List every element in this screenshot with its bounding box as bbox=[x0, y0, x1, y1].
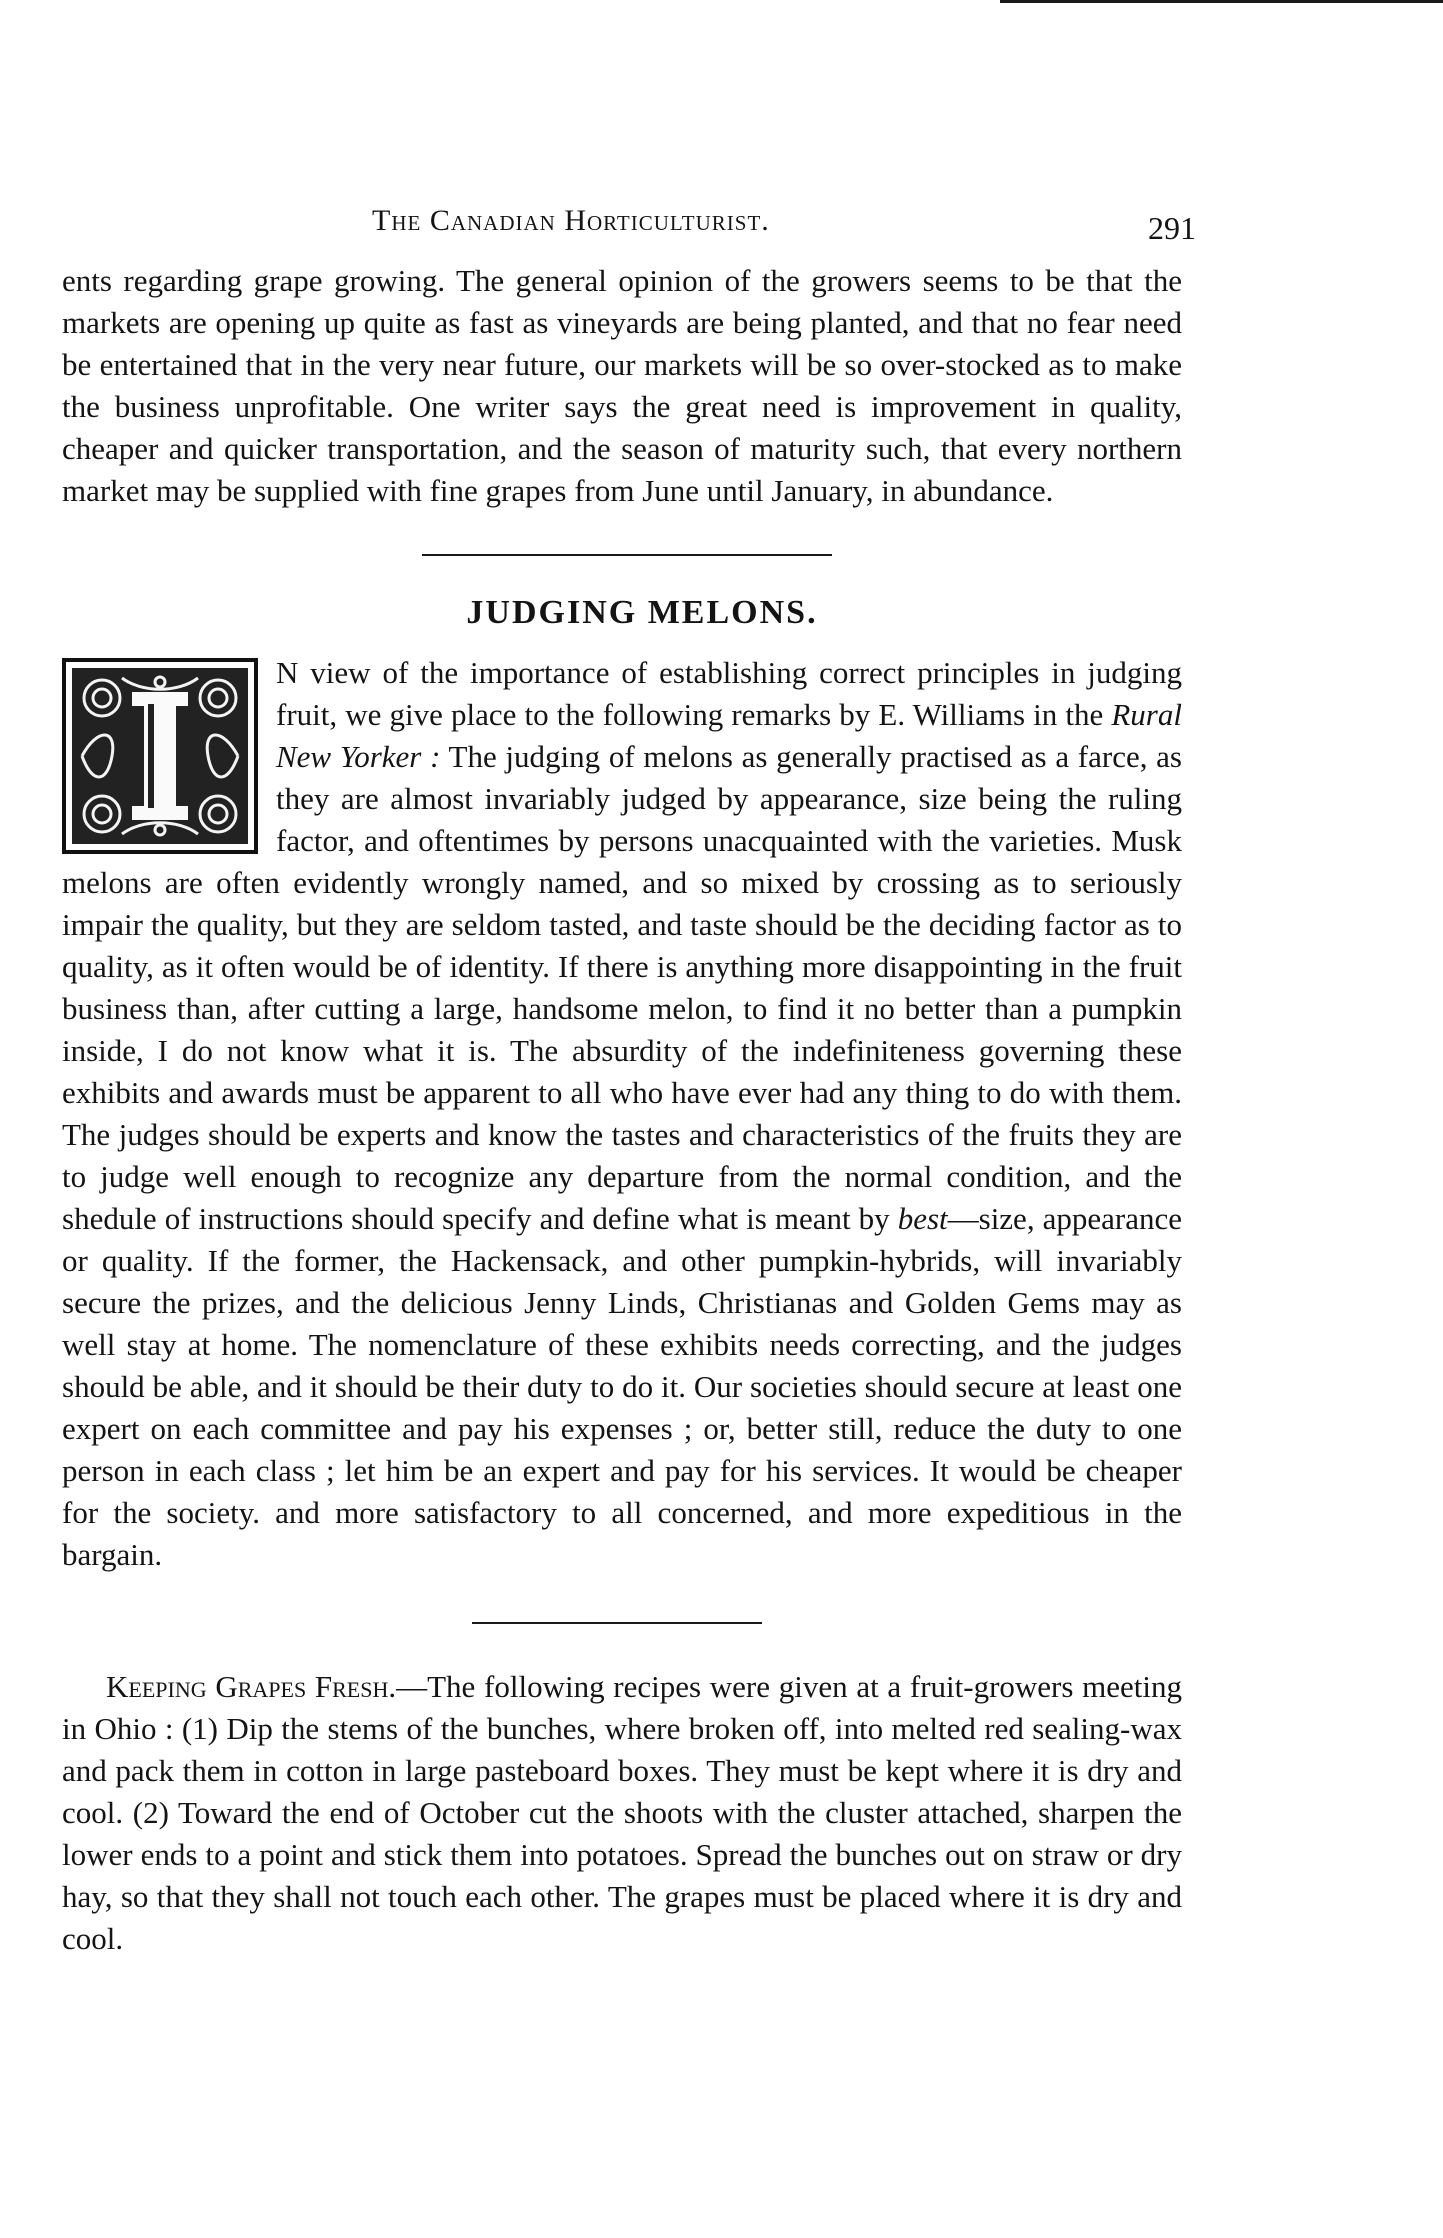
running-head bbox=[62, 200, 1196, 260]
paragraph-text-middle: The judging of melons as generally practised as a farce, as they are almost invariably judged by appearance, size being the ruling factor, and oftentimes by persons unacquainted with the varieties. Musk melons are often evidently wrongly named, and so mixed by crossing as to seriously impair the quality, but they are seldom tasted, and taste should be the deciding factor as to quality, as it often would be of identity. If there is anything more disappointing in the fruit business than, after cutting a large, handsome melon, to find it no better than a pumpkin inside, I do not know what it is. The absurdity of the indefiniteness governing these exhibits and awards must be apparent to all who have ever had any thing to do with them. The judges should be experts and know the tastes and characteristics of the fruits they are to judge well enough to recognize any departure from the normal condition, and the shedule of instructions should specify and define what is meant by bbox=[62, 739, 1182, 1236]
drop-cap-ornament-icon bbox=[62, 658, 258, 854]
rural-new-yorker-title: Rural New Yorker : bbox=[276, 697, 1182, 774]
paragraph-text-start: N view of the importance of establishing correct principles in judging fruit, we give place to the following remarks by E. Williams in the bbox=[276, 655, 1182, 732]
ornamental-drop-cap bbox=[62, 658, 258, 854]
section-divider bbox=[422, 554, 832, 556]
keeping-grapes-paragraph bbox=[62, 1666, 1182, 1960]
section-heading: JUDGING MELONS. bbox=[466, 594, 818, 631]
paragraph-text-end: —size, appearance or quality. If the former, the Hackensack, and other pumpkin-hybrids, will invariably secure the prizes, and the delicious Jenny Linds, Christianas and Golden Gems may as well stay at home. The nomenclature of these exhibits needs correcting, and the judges should be able, and it should be their duty to do it. Our societies should secure at least one expert on each committee and pay his expenses ; or, better still, reduce the duty to one person in each class ; let him be an expert and pay for his services. It would be cheaper for the society. and more satisfactory to all concerned, and more expeditious in the bargain. bbox=[62, 1201, 1182, 1572]
keeping-grapes-text: —The following recipes were given at a fruit-growers meeting in Ohio : (1) Dip the stems of the bunches, where broken off, into melted red sealing-wax and pack them in cotton in large pasteboard boxes. They must be kept where it is dry and cool. (2) Toward the end of October cut the shoots with the cluster attached, sharpen the lower ends to a point and stick them into potatoes. Spread the bunches out on straw or dry hay, so that they shall not touch each other. The grapes must be placed where it is dry and cool. bbox=[62, 1669, 1183, 1956]
running-title: The Canadian Horticulturist. bbox=[372, 204, 770, 237]
section-divider-2 bbox=[472, 1622, 762, 1624]
keeping-grapes-lead: Keeping Grapes Fresh. bbox=[106, 1669, 397, 1704]
judging-melons-paragraph bbox=[62, 652, 1182, 1576]
best-italic-word: best bbox=[897, 1201, 948, 1236]
top-edge-rule bbox=[1000, 0, 1443, 3]
page-content bbox=[62, 200, 1196, 1960]
page-number: 291 bbox=[1148, 210, 1196, 246]
intro-paragraph: ents regarding grape growing. The general opinion of the growers seems to be that the markets are opening up quite as fast as vineyards are being planted, and that no fear need be entertained that in the very near future, our markets will be so over-stocked as to make the business unprofitable. One writer says the great need is improvement in quality, cheaper and quicker transportation, and the season of maturity such, that every northern market may be supplied with fine grapes from June until January, in abundance. bbox=[62, 263, 1182, 508]
